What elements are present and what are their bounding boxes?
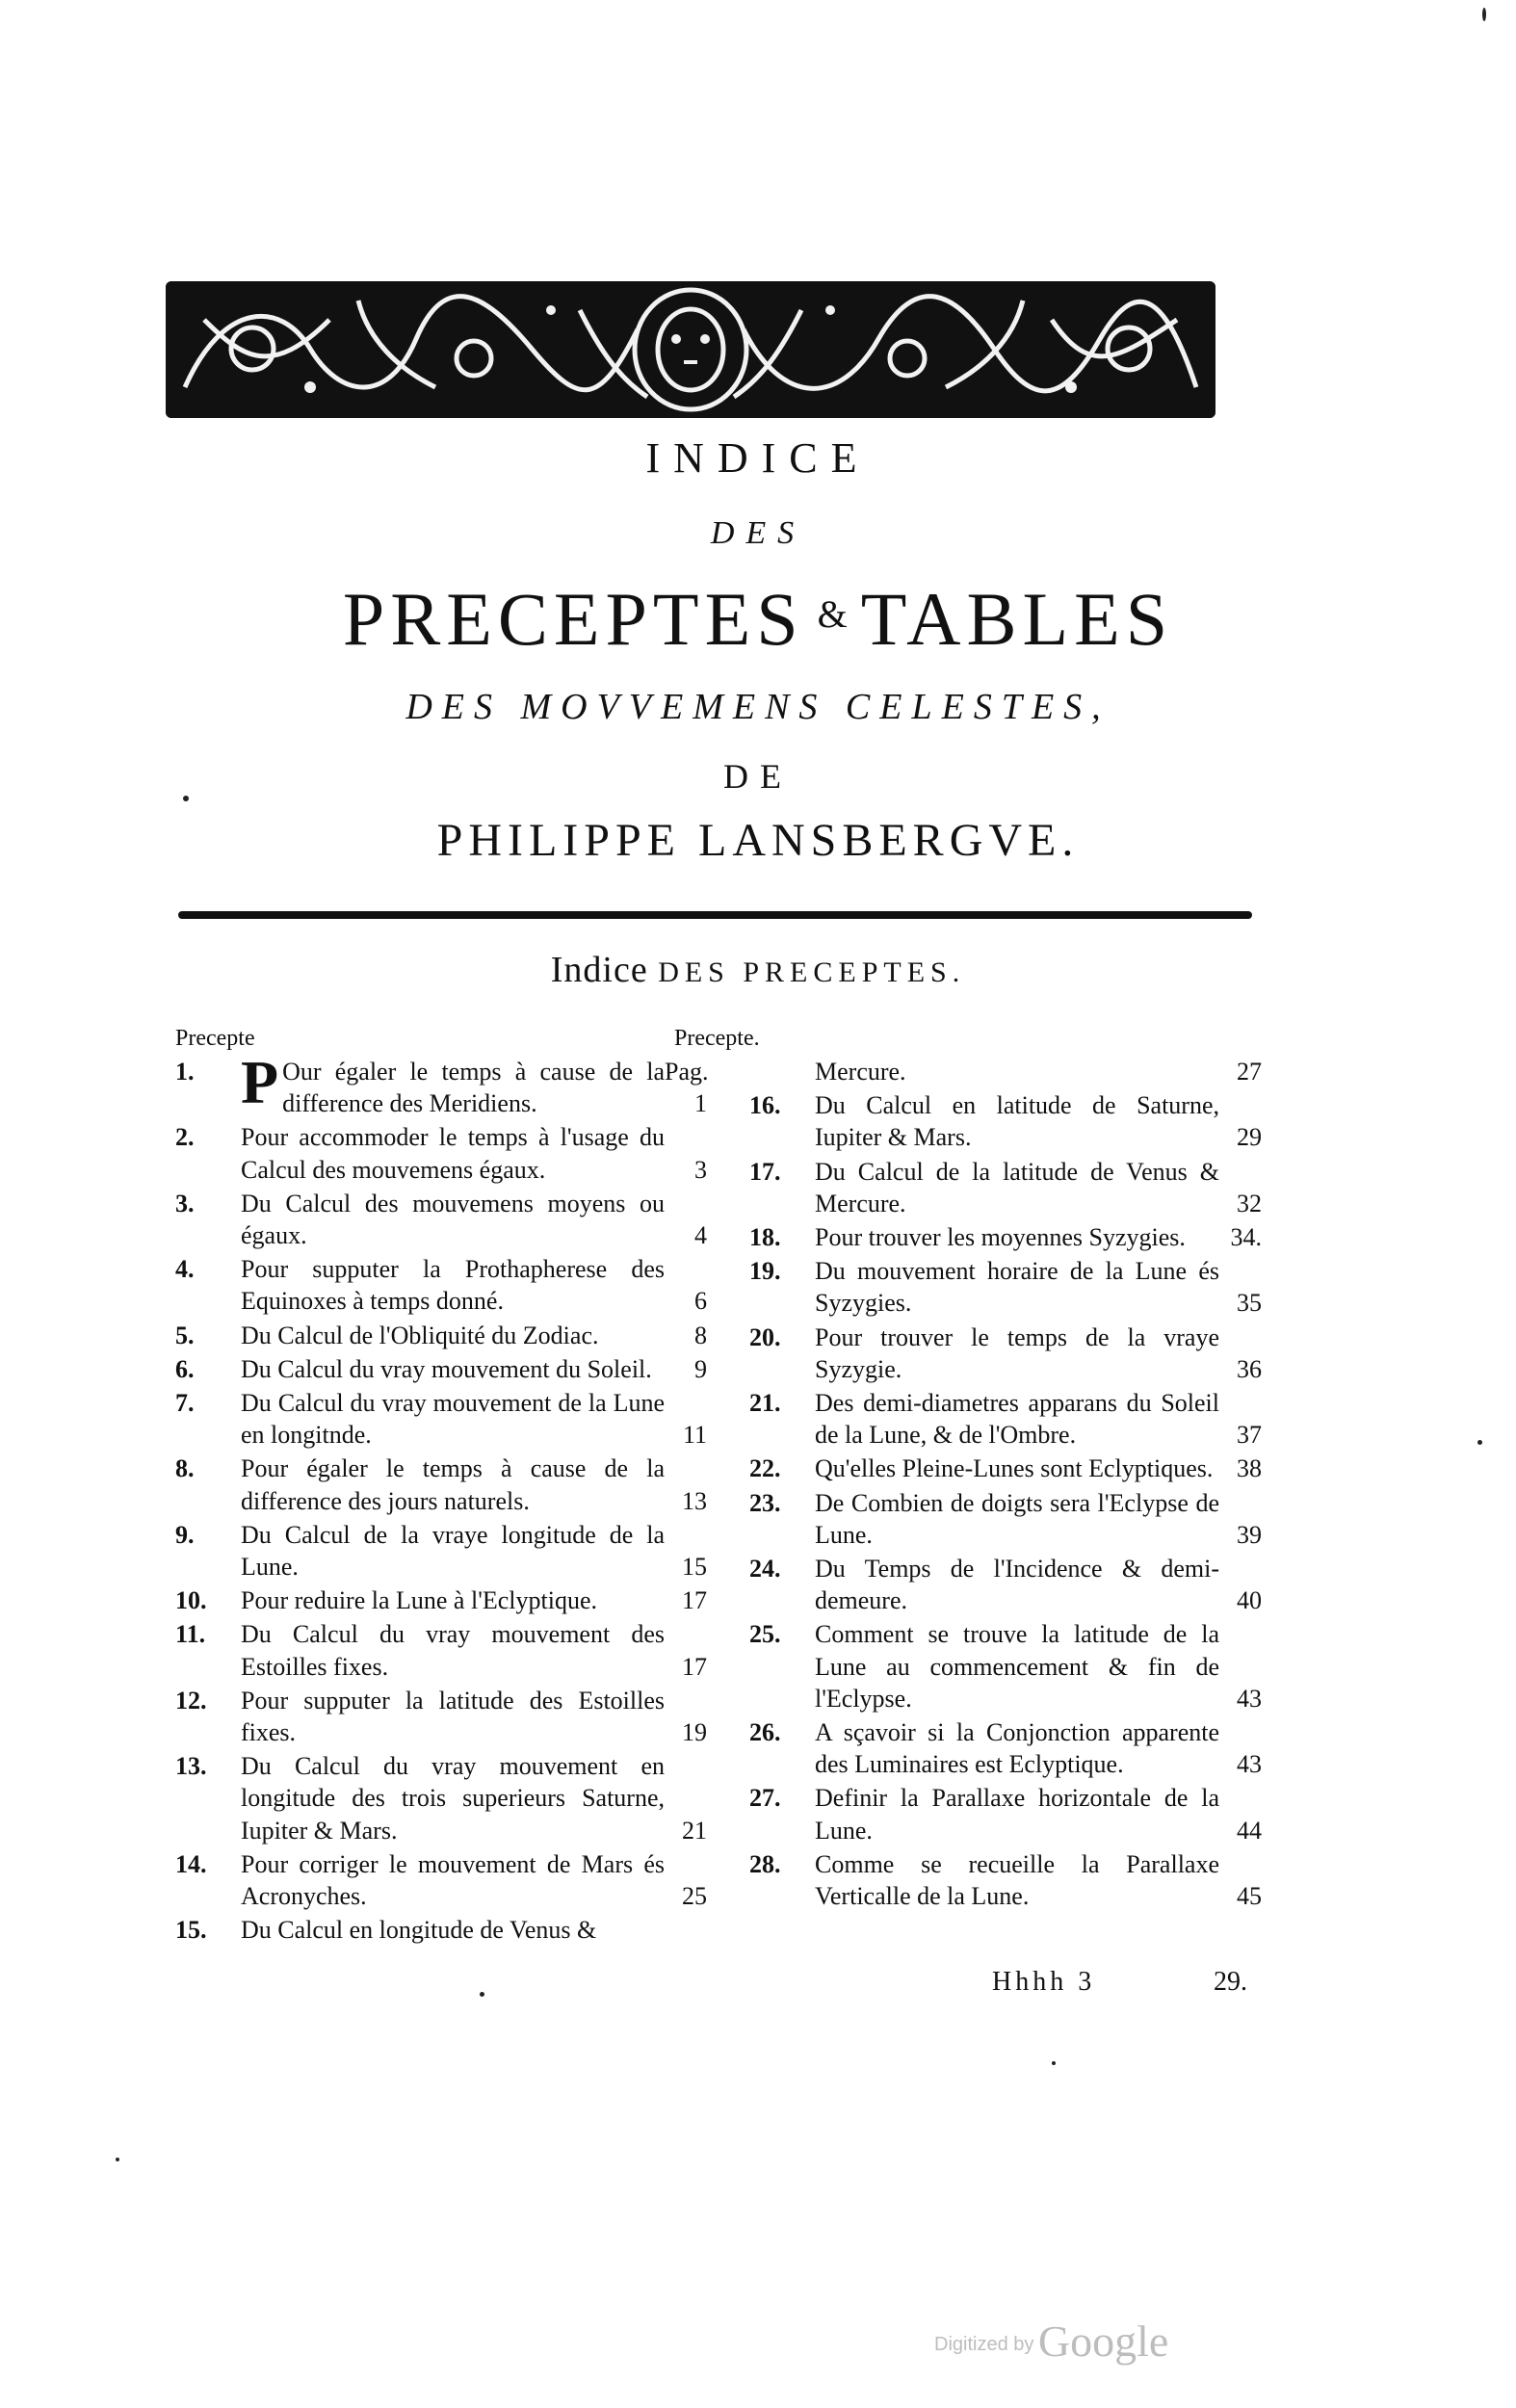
- page-speck: [480, 1992, 484, 1997]
- entry-text: [241, 1519, 715, 1583]
- entry-text: [815, 1387, 1269, 1451]
- index-entry: [175, 1453, 715, 1516]
- index-entry: [749, 1618, 1269, 1714]
- index-entry: [175, 1253, 715, 1317]
- index-entry: [175, 1353, 715, 1385]
- index-entry: [749, 1221, 1269, 1253]
- entry-page: 27: [1237, 1058, 1262, 1086]
- entry-text-body: Du mouvement horaire de la Lune és Syzygies.: [815, 1257, 1219, 1318]
- entry-number: 7.: [175, 1389, 195, 1418]
- entry-number: 24.: [749, 1555, 781, 1584]
- entry-text: [815, 1156, 1269, 1219]
- entry-text: [241, 1121, 715, 1185]
- index-entry: [749, 1716, 1269, 1780]
- entry-text-body: Pour trouver les moyennes Syzygies.: [815, 1223, 1186, 1252]
- entry-number: 20.: [749, 1322, 781, 1351]
- entry-page: 34.: [1230, 1223, 1262, 1252]
- entry-page: 15: [682, 1553, 707, 1582]
- index-entry: [175, 1121, 715, 1185]
- entry-text: [241, 1685, 715, 1748]
- entry-text-body: Pour trouver le temps de la vraye Syzygie.: [815, 1322, 1219, 1383]
- entry-text-body: Pour corriger le mouvement de Mars és Acronyches.: [241, 1849, 665, 1911]
- entry-number: 12.: [175, 1686, 207, 1714]
- entry-page: 25: [682, 1882, 707, 1911]
- entry-number: 6.: [175, 1354, 195, 1383]
- entry-text: [241, 1048, 715, 1119]
- entry-text-body: Comment se trouve la latitude de la Lune au commencement & fin de l'Eclypse.: [815, 1620, 1219, 1713]
- ornament-banner: [166, 281, 1215, 418]
- entry-text-body: Du Calcul du vray mouvement de la Lune en longitnde.: [241, 1389, 665, 1450]
- index-entry: [749, 1056, 1269, 1087]
- index-entry: [749, 1089, 1269, 1153]
- entry-number: 18.: [749, 1223, 781, 1252]
- entry-number: 13.: [175, 1752, 207, 1781]
- horizontal-rule: [178, 911, 1252, 919]
- entry-text-body: Pour supputer la Prothapherese des Equinoxes à temps donné.: [241, 1255, 665, 1316]
- index-entry: [175, 1584, 715, 1616]
- entry-page: 8: [694, 1321, 707, 1349]
- ornament-foliage: [166, 281, 1215, 418]
- entry-text: [815, 1553, 1269, 1616]
- main-title-right: TABLES: [860, 577, 1174, 661]
- entry-text-body: Our égaler le temps à cause de la difference des Meridiens.: [282, 1058, 665, 1118]
- entry-text: [815, 1453, 1269, 1484]
- entry-page: 35: [1237, 1289, 1262, 1318]
- heading-de: DE: [723, 757, 793, 796]
- index-entry: [749, 1848, 1269, 1912]
- entry-number: 11.: [175, 1620, 206, 1649]
- heading-des: DES: [710, 515, 806, 551]
- entry-text: [241, 1387, 715, 1451]
- index-entry: [749, 1387, 1269, 1451]
- digitized-watermark: [934, 2316, 1168, 2367]
- entry-page: 19: [682, 1718, 707, 1747]
- entry-text: [815, 1255, 1269, 1319]
- entry-number: 15.: [175, 1916, 207, 1945]
- entry-text: [815, 1716, 1269, 1780]
- entry-text-body: Pour supputer la latitude des Estoilles fixes.: [241, 1686, 665, 1747]
- entry-text: [241, 1453, 715, 1516]
- left-column: [175, 1048, 715, 1948]
- main-title: [0, 576, 1516, 663]
- entry-number: 19.: [749, 1257, 781, 1286]
- section-heading-first: Indice: [550, 950, 648, 990]
- entry-text: [815, 1618, 1269, 1714]
- entry-page: 9: [694, 1354, 707, 1383]
- entry-text-body: Pour égaler le temps à cause de la difference des jours naturels.: [241, 1454, 665, 1515]
- ampersand: &: [817, 592, 848, 636]
- page-speck: [183, 796, 189, 801]
- entry-number: 4.: [175, 1255, 195, 1284]
- index-entry: [175, 1914, 715, 1946]
- entry-text: [241, 1914, 715, 1946]
- entry-page: Pag. 1: [665, 1058, 709, 1118]
- entry-number: 21.: [749, 1389, 781, 1418]
- entry-page: 44: [1237, 1816, 1262, 1845]
- right-column-head: Precepte.: [674, 1026, 760, 1051]
- left-column-head: Precepte: [175, 1026, 255, 1051]
- entry-number: 23.: [749, 1488, 781, 1517]
- section-heading: [0, 949, 1516, 991]
- heading-indice: INDICE: [645, 434, 871, 482]
- index-entry: [749, 1553, 1269, 1616]
- entry-number: 9.: [175, 1520, 195, 1549]
- entry-text-body: Comme se recueille la Parallaxe Verticalle de la Lune.: [815, 1849, 1219, 1911]
- entry-page: 39: [1237, 1520, 1262, 1549]
- index-entry: [175, 1618, 715, 1682]
- entry-text: [815, 1056, 1269, 1087]
- entry-text-body: Du Calcul du vray mouvement en longitude des trois superieurs Saturne, Iupiter & Mars.: [241, 1752, 665, 1845]
- entry-page: 38: [1237, 1454, 1262, 1483]
- entry-text: [241, 1848, 715, 1912]
- entry-text-body: Du Temps de l'Incidence & demi-demeure.: [815, 1555, 1219, 1615]
- index-entry: [749, 1453, 1269, 1484]
- entry-text: [815, 1487, 1269, 1551]
- entry-page: 43: [1237, 1684, 1262, 1713]
- entry-text-body: Des demi-diametres apparans du Soleil de la Lune, & de l'Ombre.: [815, 1389, 1219, 1450]
- page-speck: [116, 2158, 119, 2161]
- section-heading-rest: DES PRECEPTES.: [658, 956, 966, 988]
- entry-number: 10.: [175, 1586, 207, 1615]
- entry-number: 22.: [749, 1454, 781, 1483]
- entry-page: 45: [1237, 1882, 1262, 1911]
- drop-cap: P: [241, 1048, 279, 1116]
- entry-text: [815, 1848, 1269, 1912]
- entry-text: [815, 1089, 1269, 1153]
- entry-page: 32: [1237, 1189, 1262, 1217]
- entry-page: 6: [694, 1287, 707, 1316]
- entry-number: 16.: [749, 1091, 781, 1120]
- entry-text: [241, 1188, 715, 1251]
- entry-text-body: De Combien de doigts sera l'Eclypse de Lune.: [815, 1488, 1219, 1549]
- entry-text-body: Du Calcul de la latitude de Venus & Mercure.: [815, 1157, 1219, 1217]
- entry-page: 40: [1237, 1586, 1262, 1615]
- entry-text-body: Du Calcul du vray mouvement des Estoilles fixes.: [241, 1620, 665, 1681]
- entry-number: 14.: [175, 1849, 207, 1878]
- entry-number: 8.: [175, 1454, 195, 1483]
- index-entry: [175, 1188, 715, 1251]
- entry-page: 43: [1237, 1750, 1262, 1779]
- entry-page: 29: [1237, 1123, 1262, 1152]
- entry-text: [815, 1221, 1269, 1253]
- index-entry: [749, 1156, 1269, 1219]
- entry-page: 21: [682, 1816, 707, 1845]
- entry-number: 25.: [749, 1620, 781, 1649]
- entry-text-body: Pour reduire la Lune à l'Eclyptique.: [241, 1586, 598, 1615]
- signature-mark: Hhhh 3: [992, 1967, 1096, 1997]
- entry-page: 17: [682, 1652, 707, 1681]
- index-entry: [175, 1750, 715, 1846]
- index-entry: [749, 1322, 1269, 1385]
- subtitle: DES MOVVEMENS CELESTES,: [405, 687, 1111, 727]
- entry-page: 36: [1237, 1354, 1262, 1383]
- entry-text: [241, 1253, 715, 1317]
- page-speck: [1052, 2061, 1056, 2065]
- index-entry: [175, 1519, 715, 1583]
- watermark-small: Digitized by: [934, 2334, 1034, 2355]
- entry-text-body: Qu'elles Pleine-Lunes sont Eclyptiques.: [815, 1454, 1214, 1483]
- entry-page: 11: [682, 1421, 707, 1450]
- entry-text-body: Du Calcul en longitude de Venus &: [241, 1916, 597, 1945]
- index-entry: [175, 1685, 715, 1748]
- entry-text: [815, 1782, 1269, 1845]
- entry-page: 17: [682, 1586, 707, 1615]
- entry-page: 4: [694, 1221, 707, 1250]
- entry-text: [241, 1320, 715, 1351]
- entry-number: 3.: [175, 1189, 195, 1217]
- index-entry: [175, 1048, 715, 1119]
- index-entry: [749, 1487, 1269, 1551]
- author-name: PHILIPPE LANSBERGVE.: [436, 815, 1080, 866]
- index-entry: [749, 1782, 1269, 1845]
- entry-number: 17.: [749, 1157, 781, 1186]
- index-entry: [175, 1320, 715, 1351]
- page-speck: [1482, 8, 1486, 21]
- main-title-left: PRECEPTES: [342, 577, 804, 661]
- entry-text: [241, 1584, 715, 1616]
- entry-text: [241, 1750, 715, 1846]
- entry-text-body: Du Calcul en latitude de Saturne, Iupiter & Mars.: [815, 1091, 1219, 1152]
- catchword: 29.: [1214, 1967, 1247, 1997]
- entry-text-body: Mercure.: [815, 1058, 906, 1086]
- entry-text-body: Du Calcul de la vraye longitude de la Lune.: [241, 1520, 665, 1582]
- entry-number: 5.: [175, 1321, 195, 1349]
- entry-page: 37: [1237, 1421, 1262, 1450]
- watermark-logo: Google: [1037, 2316, 1169, 2366]
- entry-text-body: Du Calcul des mouvemens moyens ou égaux.: [241, 1189, 665, 1250]
- entry-page: 13: [682, 1486, 707, 1515]
- entry-text: [241, 1618, 715, 1682]
- index-entry: [175, 1387, 715, 1451]
- right-column: [749, 1056, 1269, 1914]
- entry-text-body: Du Calcul de l'Obliquité du Zodiac.: [241, 1321, 599, 1349]
- entry-text-body: Definir la Parallaxe horizontale de la Lune.: [815, 1784, 1219, 1845]
- entry-text: [241, 1353, 715, 1385]
- entry-number: 28.: [749, 1849, 781, 1878]
- entry-number: 1.: [175, 1058, 195, 1086]
- entry-text: [815, 1322, 1269, 1385]
- index-entry: [175, 1848, 715, 1912]
- page-speck: [1477, 1440, 1482, 1445]
- entry-page: 3: [694, 1155, 707, 1184]
- entry-text-body: Pour accommoder le temps à l'usage du Calcul des mouvemens égaux.: [241, 1123, 665, 1184]
- entry-number: 26.: [749, 1718, 781, 1747]
- entry-number: 2.: [175, 1123, 195, 1152]
- entry-text-body: A sçavoir si la Conjonction apparente des Luminaires est Eclyptique.: [815, 1718, 1219, 1779]
- entry-number: 27.: [749, 1784, 781, 1813]
- entry-text-body: Du Calcul du vray mouvement du Soleil.: [241, 1354, 652, 1383]
- index-entry: [749, 1255, 1269, 1319]
